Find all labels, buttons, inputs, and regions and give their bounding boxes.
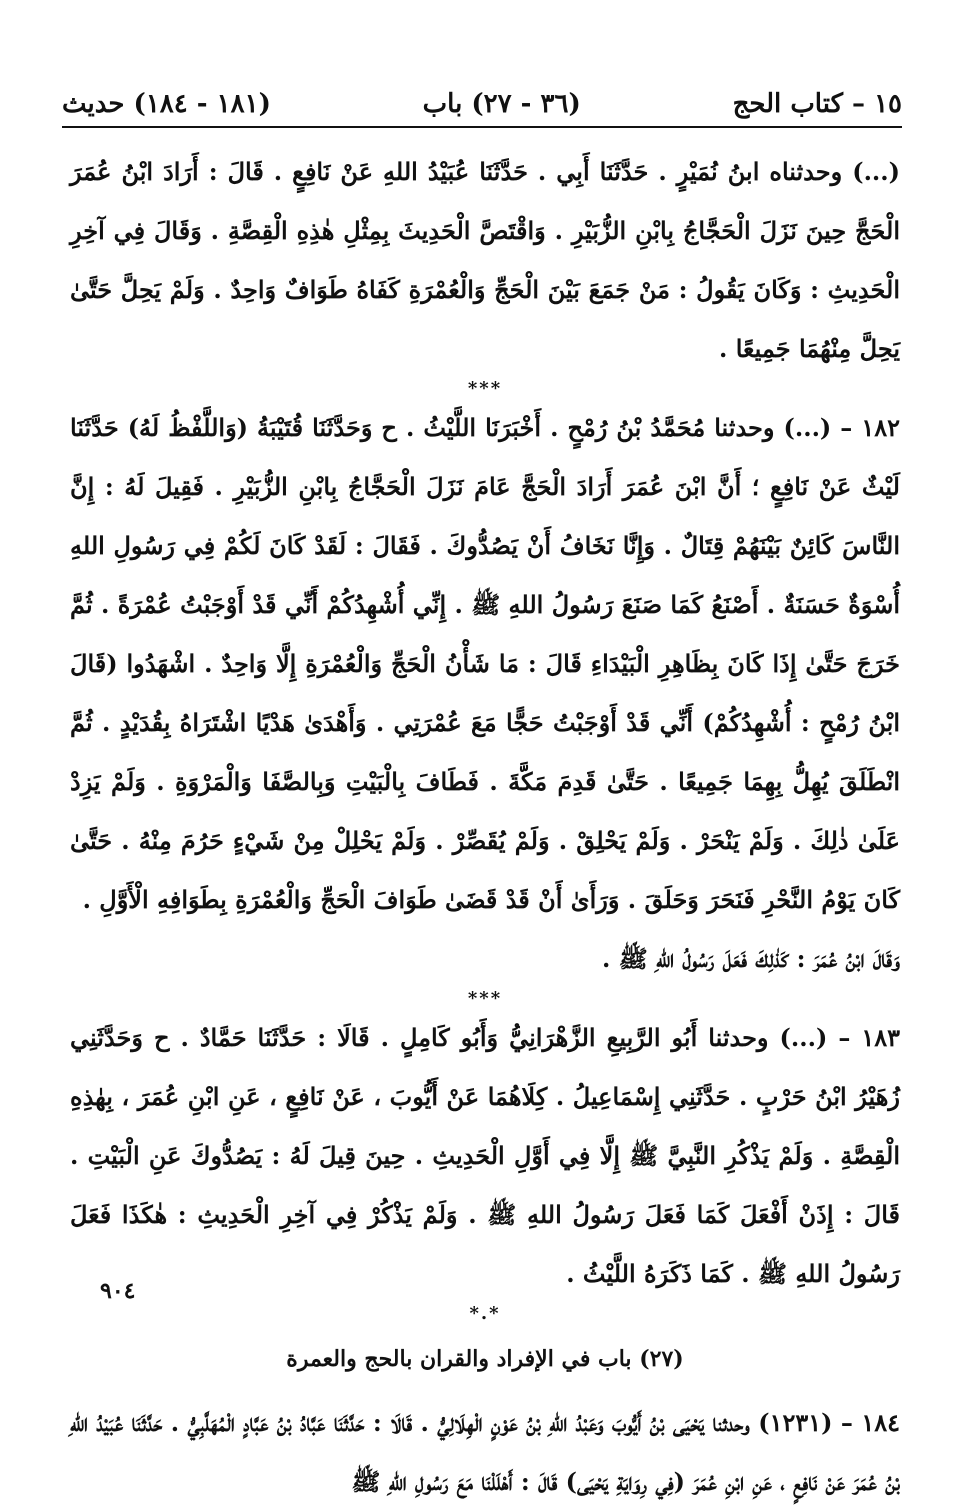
hadith-paragraph: ١٨٣ – (...) وحدثنا أَبُو الرَّبِيعِ الزَّهْرَانِيُّ وَأَبُو كَامِلٍ . قَالَا : حَدَّثَنَا حَمَّادٌ . ح وَحَدَّثَنِي زُهَيْرُ ابْنُ حَرْبٍ . حَدَّثَنِي إِسْمَاعِيلُ . كِلَاهُمَا عَنْ أَيُّوبَ ، عَنْ نَافِعٍ ، عَنِ ابْنِ عُمَرَ ، بِهٰذِهِ الْقِصَّةِ . وَلَمْ يَذْكُرِ النَّبِيَّ ﷺ إِلَّا فِي أَوَّلِ الْحَدِيثِ . حِينَ قِيلَ لَهُ : يَصُدُّوكَ عَنِ الْبَيْتِ . قَالَ : إِذَنْ أَفْعَلَ كَمَا فَعَلَ رَسُولُ اللهِ ﷺ . وَلَمْ يَذْكُرْ فِي آخِرِ الْحَدِيثِ : هٰكَذَا فَعَلَ رَسُولُ اللهِ ﷺ . كَمَا ذَكَرَهُ اللَّيْثُ . [70,1023,900,1288]
hadith-paragraph: ١٨٢ – (...) وحدثنا مُحَمَّدُ بْنُ رُمْحٍ . أَخْبَرَنَا اللَّيْثُ . ح وَحَدَّثَنَا قُتَيْبَةُ (وَاللَّفْظُ لَهُ) حَدَّثَنَا لَيْثٌ عَنْ نَافِعٍ ؛ أَنَّ ابْنَ عُمَرَ أَرَادَ الْحَجَّ عَامَ نَزَلَ الْحَجَّاجُ بِابْنِ الزُّبَيْرِ . فَقِيلَ لَهُ : إِنَّ النَّاسَ كَائِنٌ بَيْنَهُمْ قِتَالٌ . وَإِنَّا نَخَافُ أَنْ يَصُدُّوكَ . فَقَالَ : لَقَدْ كَانَ لَكُمْ فِي رَسُولِ اللهِ أُسْوَةٌ حَسَنَةٌ . أَصْنَعُ كَمَا صَنَعَ رَسُولُ اللهِ ﷺ . إِنِّي أُشْهِدُكُمْ أَنِّي قَدْ أَوْجَبْتُ عُمْرَةً . ثُمَّ خَرَجَ حَتَّىٰ إِذَا كَانَ بِظَاهِرِ الْبَيْدَاءِ قَالَ : مَا شَأْنُ الْحَجِّ وَالْعُمْرَةِ إِلَّا وَاحِدٌ . اشْهَدُوا (قَالَ ابْنُ رُمْحٍ : أُشْهِدُكُمْ) أَنِّي قَدْ أَوْجَبْتُ حَجًّا مَعَ عُمْرَتِي . وَأَهْدَىٰ هَدْيًا اشْتَرَاهُ بِقُدَيْدٍ . ثُمَّ انْطَلَقَ يُهِلُّ بِهِمَا جَمِيعًا . حَتَّىٰ قَدِمَ مَكَّةَ . فَطَافَ بِالْبَيْتِ وَبِالصَّفَا وَالْمَرْوَةِ . وَلَمْ يَزِدْ عَلَىٰ ذٰلِكَ . وَلَمْ يَنْحَرْ . وَلَمْ يَحْلِقْ . وَلَمْ يُقَصِّرْ . وَلَمْ يَحْلِلْ مِنْ شَيْءٍ حَرُمَ مِنْهُ . حَتَّىٰ كَانَ يَوْمُ النَّحْرِ فَنَحَرَ وَحَلَقَ . وَرَأَىٰ أَنْ قَدْ قَضَىٰ طَوَافَ الْحَجِّ وَالْعُمْرَةِ بِطَوَافِهِ الْأَوَّلِ . [70,413,900,914]
header-chapter-range: (٣٦ - ٢٧) باب [422,89,581,119]
separator-stars: *** [467,988,503,1009]
separator-stars: *.* [469,1303,501,1324]
hadith-paragraph: ١٨٤ – (١٢٣١) وحدثنا يَحْيَى بْنُ أَيُّوبَ وَعَبْدُ اللهِ بْنُ عَوْنٍ الْهِلَالِيُّ . قَالَا : حَدَّثَنَا عَبَّادُ بْنُ عَبَّادٍ الْمُهَلَّبِيُّ . حَدَّثَنَا عُبَيْدُ اللهِ بْنُ عُمَرَ عَنْ نَافِعٍ ، عَنِ ابْنِ عُمَرَ (فِي رِوَايَةِ يَحْيَى) قَالَ : أَهْلَلْنَا مَعَ رَسُولِ اللهِ ﷺ [70,1408,900,1496]
chapter-heading: (٢٧) باب في الإفراد والقران بالحج والعمرة [286,1346,684,1372]
hadith-paragraph-tail: وَقَالَ ابْنُ عُمَرَ : كَذٰلِكَ فَعَلَ رَسُولُ اللهِ ﷺ . [602,944,900,973]
header-book-title: ١٥ – كتاب الحج [732,89,902,119]
hadith-paragraph: (...) وحدثناه ابنُ نُمَيْرٍ . حَدَّثَنَا أَبِي . حَدَّثَنَا عُبَيْدُ اللهِ عَنْ نَافِعٍ . قَالَ : أَرَادَ ابْنُ عُمَرَ الْحَجَّ حِينَ نَزَلَ الْحَجَّاجُ بِابْنِ الزُّبَيْرِ . وَاقْتَصَّ الْحَدِيثَ بِمِثْلِ هٰذِهِ الْقِصَّةِ . وَقَالَ فِي آخِرِ الْحَدِيثِ : وَكَانَ يَقُولُ : مَنْ جَمَعَ بَيْنَ الْحَجِّ وَالْعُمْرَةِ كَفَاهُ طَوَافٌ وَاحِدٌ . وَلَمْ يَحِلَّ حَتَّىٰ يَحِلَّ مِنْهُمَا جَمِيعًا . [70,157,900,363]
page-number: ٩٠٤ [100,1278,136,1304]
page-body [70,142,900,1511]
running-header [62,82,902,128]
header-hadith-range: (١٨١ - ١٨٤) حديث [62,89,271,119]
separator-stars: *** [467,378,503,399]
